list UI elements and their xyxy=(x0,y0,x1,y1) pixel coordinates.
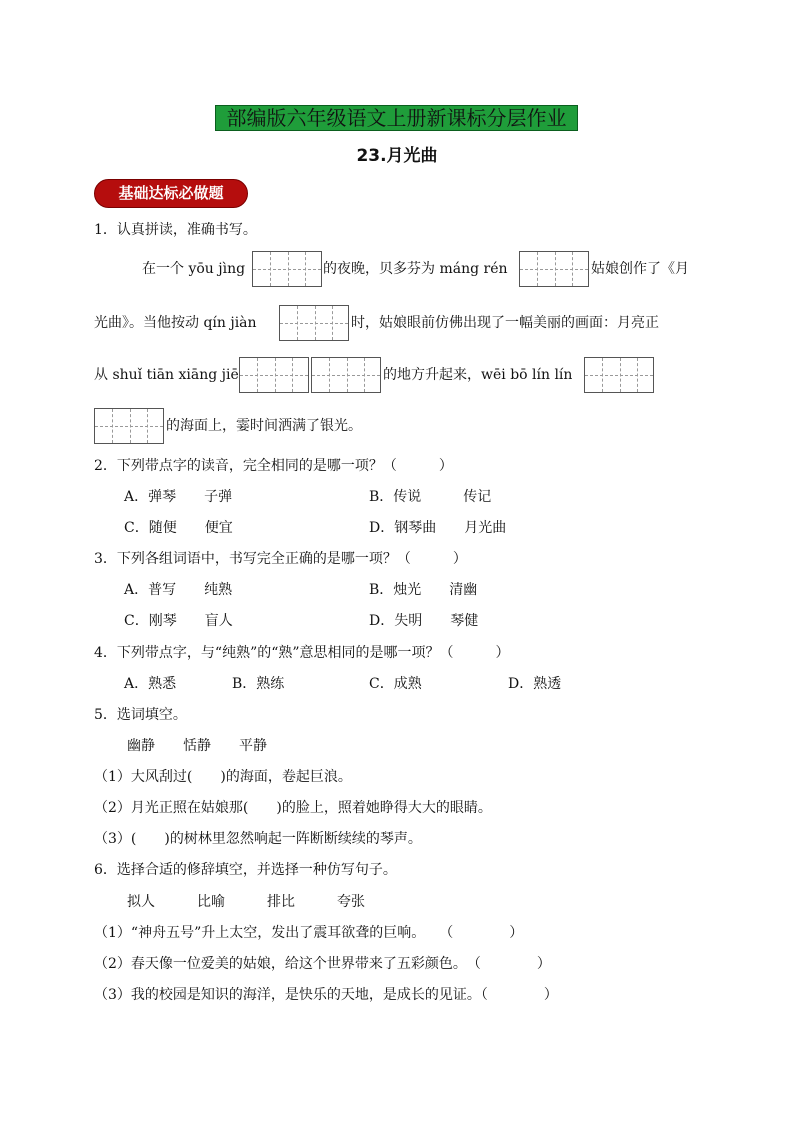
answer-box-weibo[interactable] xyxy=(584,357,654,393)
q2-title: 2．下列带点字的读音，完全相同的是哪一项？（ ） xyxy=(94,458,453,474)
q6-sentence-1: （1）“神舟五号”升上太空，发出了震耳欲聋的巨响。 （ ） xyxy=(94,925,524,941)
q6-title: 6．选择合适的修辞填空，并选择一种仿写句子。 xyxy=(94,862,397,878)
q5-sentence-1: （1）大风刮过( )的海面，卷起巨浪。 xyxy=(94,769,352,785)
lesson-title: 23.月光曲 xyxy=(356,146,438,166)
q6-sentence-2: （2）春天像一位爱美的姑娘，给这个世界带来了五彩颜色。 （ ） xyxy=(94,956,551,972)
q1-text-1a: 在一个 yōu jìng xyxy=(142,261,246,277)
q3-option-d[interactable]: D．失明 琴健 xyxy=(369,613,479,629)
answer-box-linlin[interactable] xyxy=(94,408,164,444)
q1-text-3b: 的地方升起来，wēi bō lín lín xyxy=(383,367,573,383)
q4-option-d[interactable]: D．熟透 xyxy=(508,676,562,692)
answer-box-qinjian[interactable] xyxy=(279,305,349,341)
q2-option-b[interactable]: B．传说 传记 xyxy=(369,489,492,505)
q1-title: 1．认真拼读，准确书写。 xyxy=(94,222,257,238)
q5-title: 5．选词填空。 xyxy=(94,707,187,723)
q6-word-bank: 拟人 比喻 排比 夸张 xyxy=(127,894,365,910)
q1-text-1b: 的夜晚，贝多芬为 máng rén xyxy=(323,261,508,277)
section-badge-label: 基础达标必做题 xyxy=(118,184,224,202)
answer-box-xiangjie[interactable] xyxy=(311,357,381,393)
q2-option-d[interactable]: D．钢琴曲 月光曲 xyxy=(369,520,507,536)
q1-text-2a: 光曲》。当他按动 qín jiàn xyxy=(94,315,257,331)
q3-option-a[interactable]: A．普写 纯熟 xyxy=(124,582,233,598)
q5-sentence-3: （3）( )的树林里忽然响起一阵断断续续的琴声。 xyxy=(94,831,422,847)
answer-box-youjing[interactable] xyxy=(252,251,322,287)
q1-text-1c: 姑娘创作了《月 xyxy=(591,261,689,277)
q1-text-2b: 时，姑娘眼前仿佛出现了一幅美丽的画面：月亮正 xyxy=(351,315,659,331)
q4-title: 4．下列带点字，与“纯熟”的“熟”意思相同的是哪一项？（ ） xyxy=(94,645,510,661)
q5-word-bank: 幽静 恬静 平静 xyxy=(127,738,267,754)
q3-title: 3．下列各组词语中，书写完全正确的是哪一项？（ ） xyxy=(94,551,467,567)
q3-option-c[interactable]: C．刚琴 盲人 xyxy=(124,613,233,629)
q2-option-a[interactable]: A．弹琴 子弹 xyxy=(124,489,233,505)
series-title: 部编版六年级语文上册新课标分层作业 xyxy=(226,106,567,130)
q4-option-a[interactable]: A．熟悉 xyxy=(124,676,177,692)
q4-option-c[interactable]: C．成熟 xyxy=(369,676,422,692)
q1-text-3a: 从 shuǐ tiān xiāng jiē xyxy=(94,367,239,383)
q4-option-b[interactable]: B．熟练 xyxy=(232,676,285,692)
answer-box-mangren[interactable] xyxy=(519,251,589,287)
q2-option-c[interactable]: C．随便 便宜 xyxy=(124,520,233,536)
q1-text-4b: 的海面上，霎时间洒满了银光。 xyxy=(166,418,362,434)
q5-sentence-2: （2）月光正照在姑娘那( )的脸上，照着她睁得大大的眼睛。 xyxy=(94,800,492,816)
answer-box-shuitian[interactable] xyxy=(239,357,309,393)
q6-sentence-3: （3）我的校园是知识的海洋，是快乐的天地，是成长的见证。（ ） xyxy=(94,987,558,1003)
q3-option-b[interactable]: B．烛光 清幽 xyxy=(369,582,478,598)
